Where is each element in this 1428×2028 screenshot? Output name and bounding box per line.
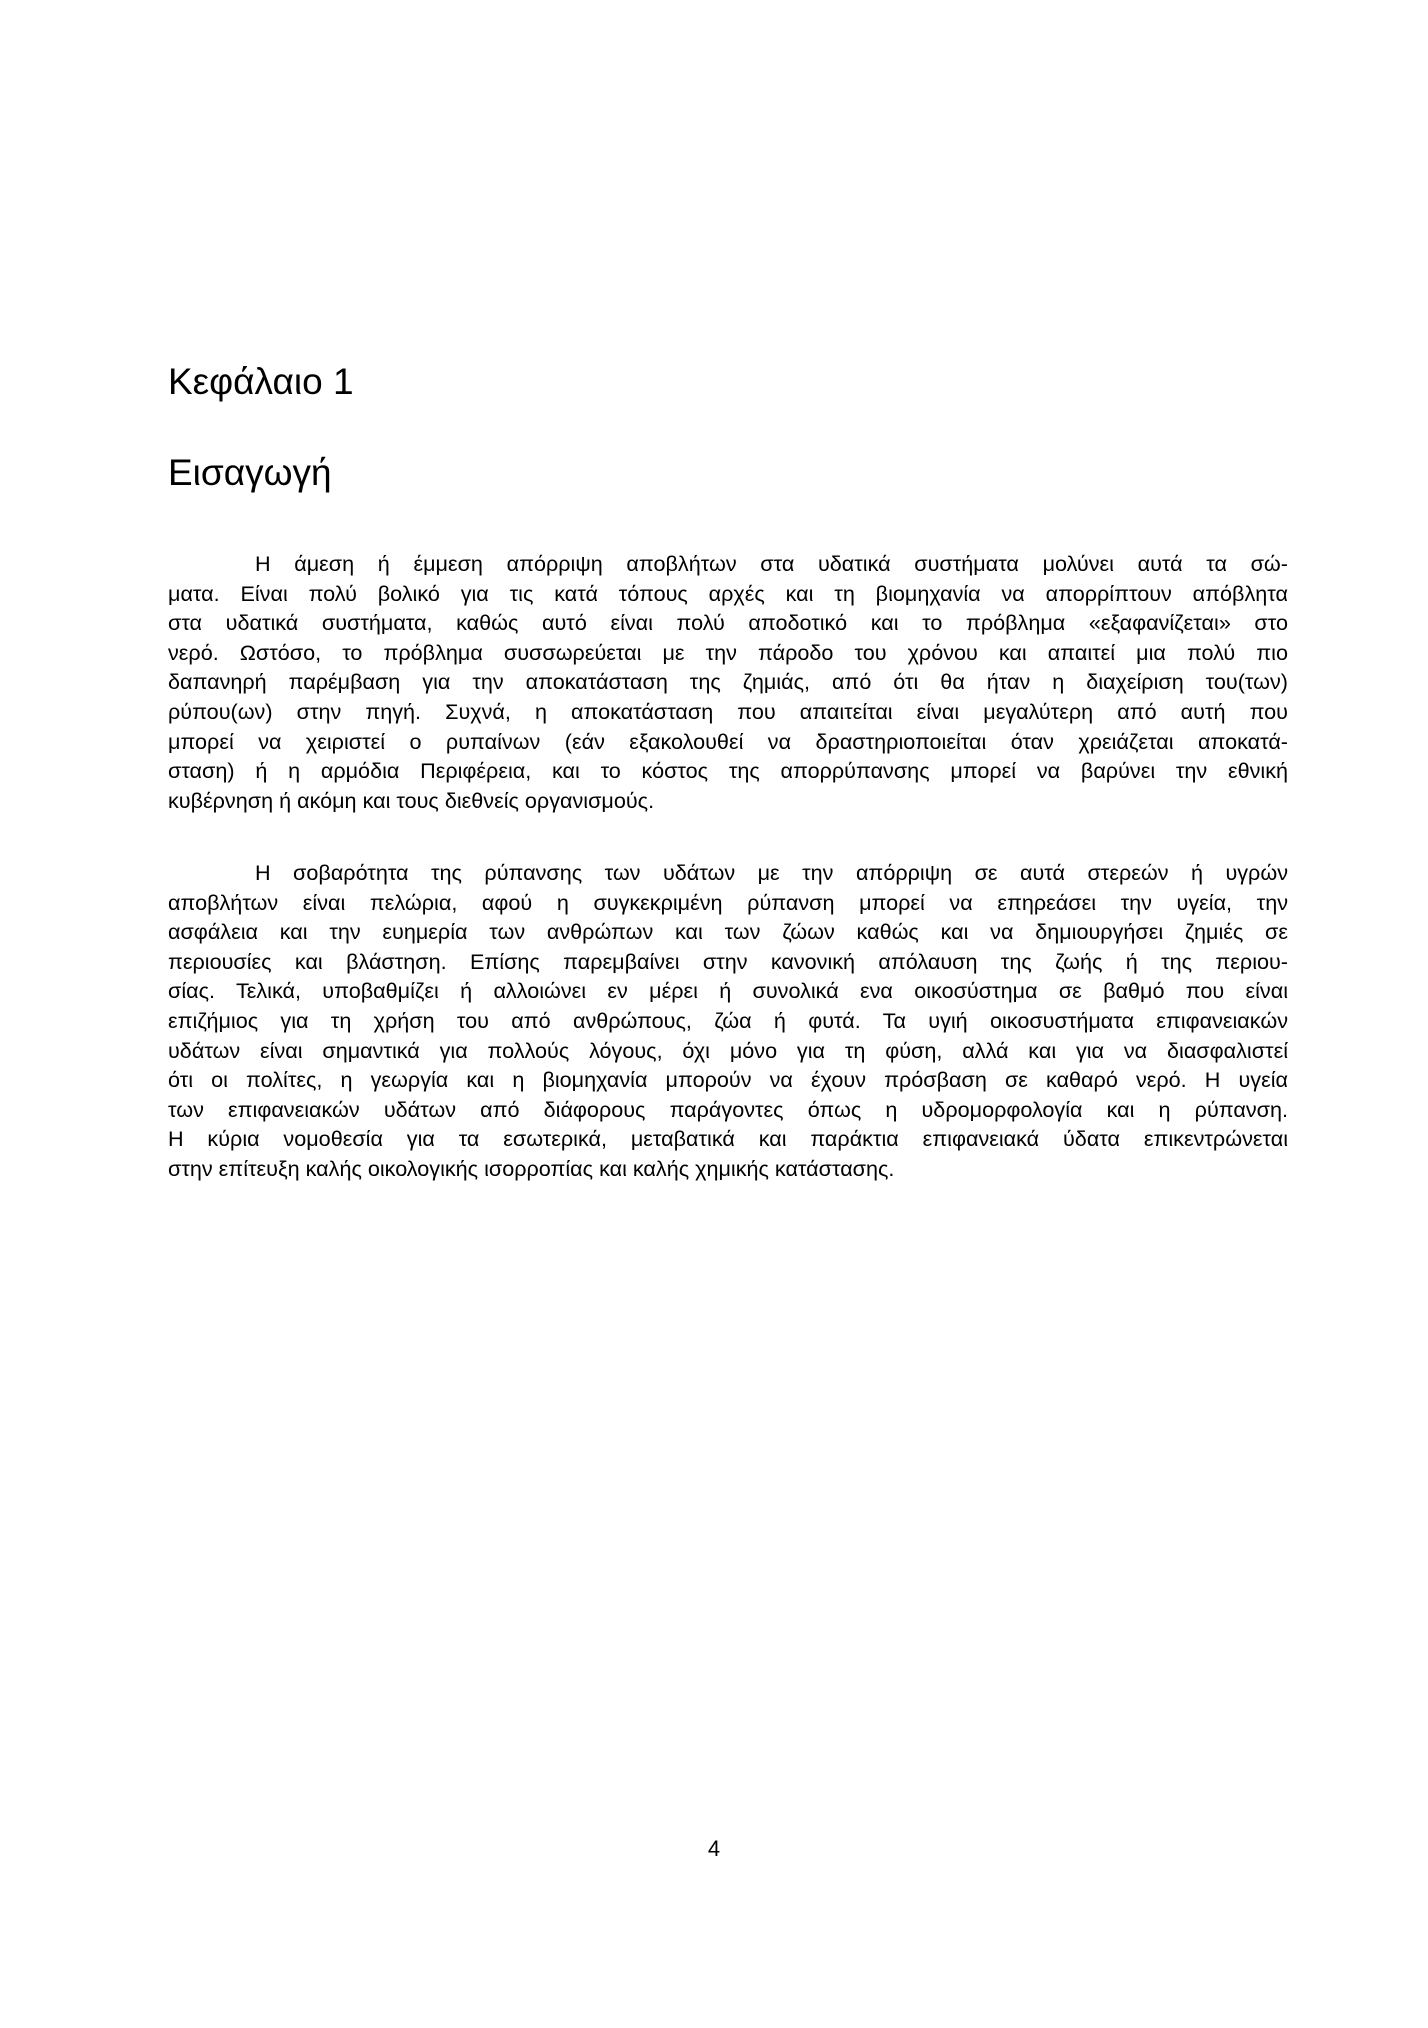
paragraph-line: Η άμεση ή έμμεση απόρριψη αποβλήτων στα υδατικά συστήματα μολύνει αυτά τα σώ-	[255, 551, 1288, 576]
paragraph-line: Η σοβαρότητα της ρύπανσης των υδάτων με την απόρριψη σε αυτά στερεών ή υγρών	[255, 860, 1288, 885]
paragraph-line: ασφάλεια και την ευημερία των ανθρώπων και των ζώων καθώς και να δημιουργήσει ζημιές σε	[168, 919, 1288, 945]
paragraph-line: στα υδατικά συστήματα, καθώς αυτό είναι πολύ αποδοτικό και το πρόβλημα «εξαφανίζεται» στο	[168, 610, 1288, 636]
paragraph-2	[168, 858, 1288, 1184]
chapter-label: Κεφάλαιο 1	[168, 361, 354, 402]
paragraph-line: ρύπου(ων) στην πηγή. Συχνά, η αποκατάσταση που απαιτείται είναι μεγαλύτερη από αυτή που	[168, 698, 1288, 724]
paragraph-line: δαπανηρή παρέμβαση για την αποκατάσταση της ζημιάς, από ότι θα ήταν η διαχείριση του(των)	[168, 669, 1288, 695]
paragraph-line: Η κύρια νομοθεσία για τα εσωτερικά, μεταβατικά και παράκτια επιφανειακά ύδατα επικεντρώνεται	[168, 1126, 1288, 1152]
page-number: 4	[707, 1836, 721, 1861]
paragraph-line: στην επίτευξη καλής οικολογικής ισορροπίας και καλής χημικής κατάστασης.	[168, 1155, 895, 1181]
paragraph-line: περιουσίες και βλάστηση. Επίσης παρεμβαίνει στην κανονική απόλαυση της ζωής ή της περιου-	[168, 948, 1288, 974]
paragraph-line: ότι οι πολίτες, η γεωργία και η βιομηχανία μπορούν να έχουν πρόσβαση σε καθαρό νερό. Η υγεία	[168, 1067, 1288, 1093]
paragraph-line: κυβέρνηση ή ακόμη και τους διεθνείς οργανισμούς.	[168, 787, 655, 813]
paragraph-line: σταση) ή η αρμόδια Περιφέρεια, και το κόστος της απορρύπανσης μπορεί να βαρύνει την εθνική	[168, 758, 1288, 784]
paragraph-line: αποβλήτων είναι πελώρια, αφού η συγκεκριμένη ρύπανση μπορεί να επηρεάσει την υγεία, την	[168, 889, 1288, 915]
chapter-title: Εισαγωγή	[168, 452, 332, 493]
paragraph-1	[168, 549, 1288, 815]
paragraph-line: μπορεί να χειριστεί ο ρυπαίνων (εάν εξακολουθεί να δραστηριοποιείται όταν χρειάζεται αποκατά-	[168, 728, 1288, 754]
paragraph-line: σίας. Τελικά, υποβαθμίζει ή αλλοιώνει εν μέρει ή συνολικά ενα οικοσύστημα σε βαθμό που είναι	[168, 978, 1288, 1004]
paragraph-line: υδάτων είναι σημαντικά για πολλούς λόγους, όχι μόνο για τη φύση, αλλά και για να διασφαλιστεί	[168, 1037, 1288, 1063]
paragraph-line: ματα. Είναι πολύ βολικό για τις κατά τόπους αρχές και τη βιομηχανία να απορρίπτουν απόβλητα	[168, 580, 1288, 606]
paragraph-line: των επιφανειακών υδάτων από διάφορους παράγοντες όπως η υδρομορφολογία και η ρύπανση.	[168, 1096, 1288, 1122]
paragraph-line: επιζήμιος για τη χρήση του από ανθρώπους, ζώα ή φυτά. Τα υγιή οικοσυστήματα επιφανειακών	[168, 1007, 1288, 1033]
paragraph-line: νερό. Ωστόσο, το πρόβλημα συσσωρεύεται με την πάροδο του χρόνου και απαιτεί μια πολύ πιο	[168, 639, 1288, 665]
